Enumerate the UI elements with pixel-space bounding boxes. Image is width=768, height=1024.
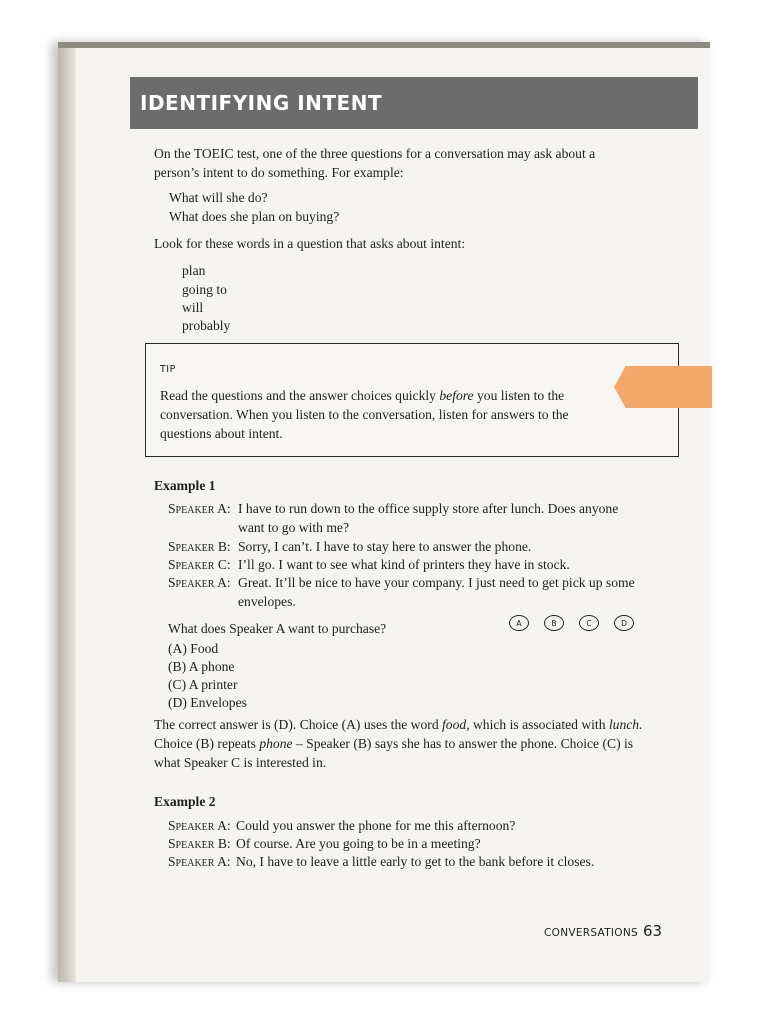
section-header-bar [130,77,698,129]
intent-word: will [182,300,204,315]
example-1-question: What does Speaker A want to purchase? [168,621,387,636]
dialogue-line: I have to run down to the office supply store after lunch. Does anyone [238,501,619,516]
example-1-heading: Example 1 [154,478,216,493]
speaker-label: Speaker A: [168,575,231,590]
page-binding-edge [58,42,76,982]
intent-word: probably [182,318,231,333]
answer-choice: (D) Envelopes [168,695,247,710]
intent-word: plan [182,263,206,278]
explanation-line-2: Choice (B) repeats phone – Speaker (B) says she has to answer the phone. Choice (C) is [154,736,634,751]
dialogue-line: I’ll go. I want to see what kind of printers they have in stock. [238,557,570,572]
speaker-label: Speaker A: [168,854,231,869]
speaker-label: Speaker A: [168,501,231,516]
dialogue-line: want to go with me? [238,520,349,535]
explanation-line-1: The correct answer is (D). Choice (A) uses the word food, which is associated with lunch. [154,717,643,732]
tip-line-3: questions about intent. [160,426,283,441]
tip-line-1: Read the questions and the answer choices quickly before you listen to the [160,388,565,403]
intro-look-for: Look for these words in a question that asks about intent: [154,236,466,251]
intro-example-question-2: What does she plan on buying? [169,209,340,224]
dialogue-line: Great. It’ll be nice to have your company. I just need to get pick up some [238,575,635,590]
answer-bubbles [509,615,634,631]
speaker-label: Speaker B: [168,539,231,554]
speaker-label: Speaker B: [168,836,231,851]
answer-bubble-b[interactable]: B [544,615,564,631]
dialogue-line: Of course. Are you going to be in a meeting? [236,836,481,851]
answer-bubble-a[interactable]: A [509,615,529,631]
page-top-strip [58,42,710,48]
answer-choice: (C) A printer [168,677,238,692]
explanation-line-3: what Speaker C is interested in. [154,755,327,770]
answer-bubble-d[interactable]: D [614,615,634,631]
intro-line-1: On the TOEIC test, one of the three questions for a conversation may ask about a [154,146,596,161]
bookmark-tab [614,366,712,408]
tip-line-2: conversation. When you listen to the conversation, listen for answers to the [160,407,569,422]
page-number: 63 [643,922,663,940]
intro-line-2: person’s intent to do something. For example: [154,165,404,180]
speaker-label: Speaker A: [168,818,231,833]
dialogue-line: envelopes. [238,594,296,609]
tip-label: TIP [160,364,176,375]
intent-word: going to [182,282,227,297]
tip-box [145,343,679,457]
dialogue-line: Sorry, I can’t. I have to stay here to answer the phone. [238,539,532,554]
intro-example-question-1: What will she do? [169,190,268,205]
answer-bubble-c[interactable]: C [579,615,599,631]
dialogue-line: Could you answer the phone for me this afternoon? [236,818,516,833]
answer-choice: (A) Food [168,641,219,656]
footer-section-label: CONVERSATIONS [544,927,638,939]
speaker-label: Speaker C: [168,557,231,572]
example-2-heading: Example 2 [154,794,216,809]
section-title: IDENTIFYING INTENT [140,91,383,115]
dialogue-line: No, I have to leave a little early to get to the bank before it closes. [236,854,595,869]
tip-text [160,386,569,443]
answer-choice: (B) A phone [168,659,235,674]
